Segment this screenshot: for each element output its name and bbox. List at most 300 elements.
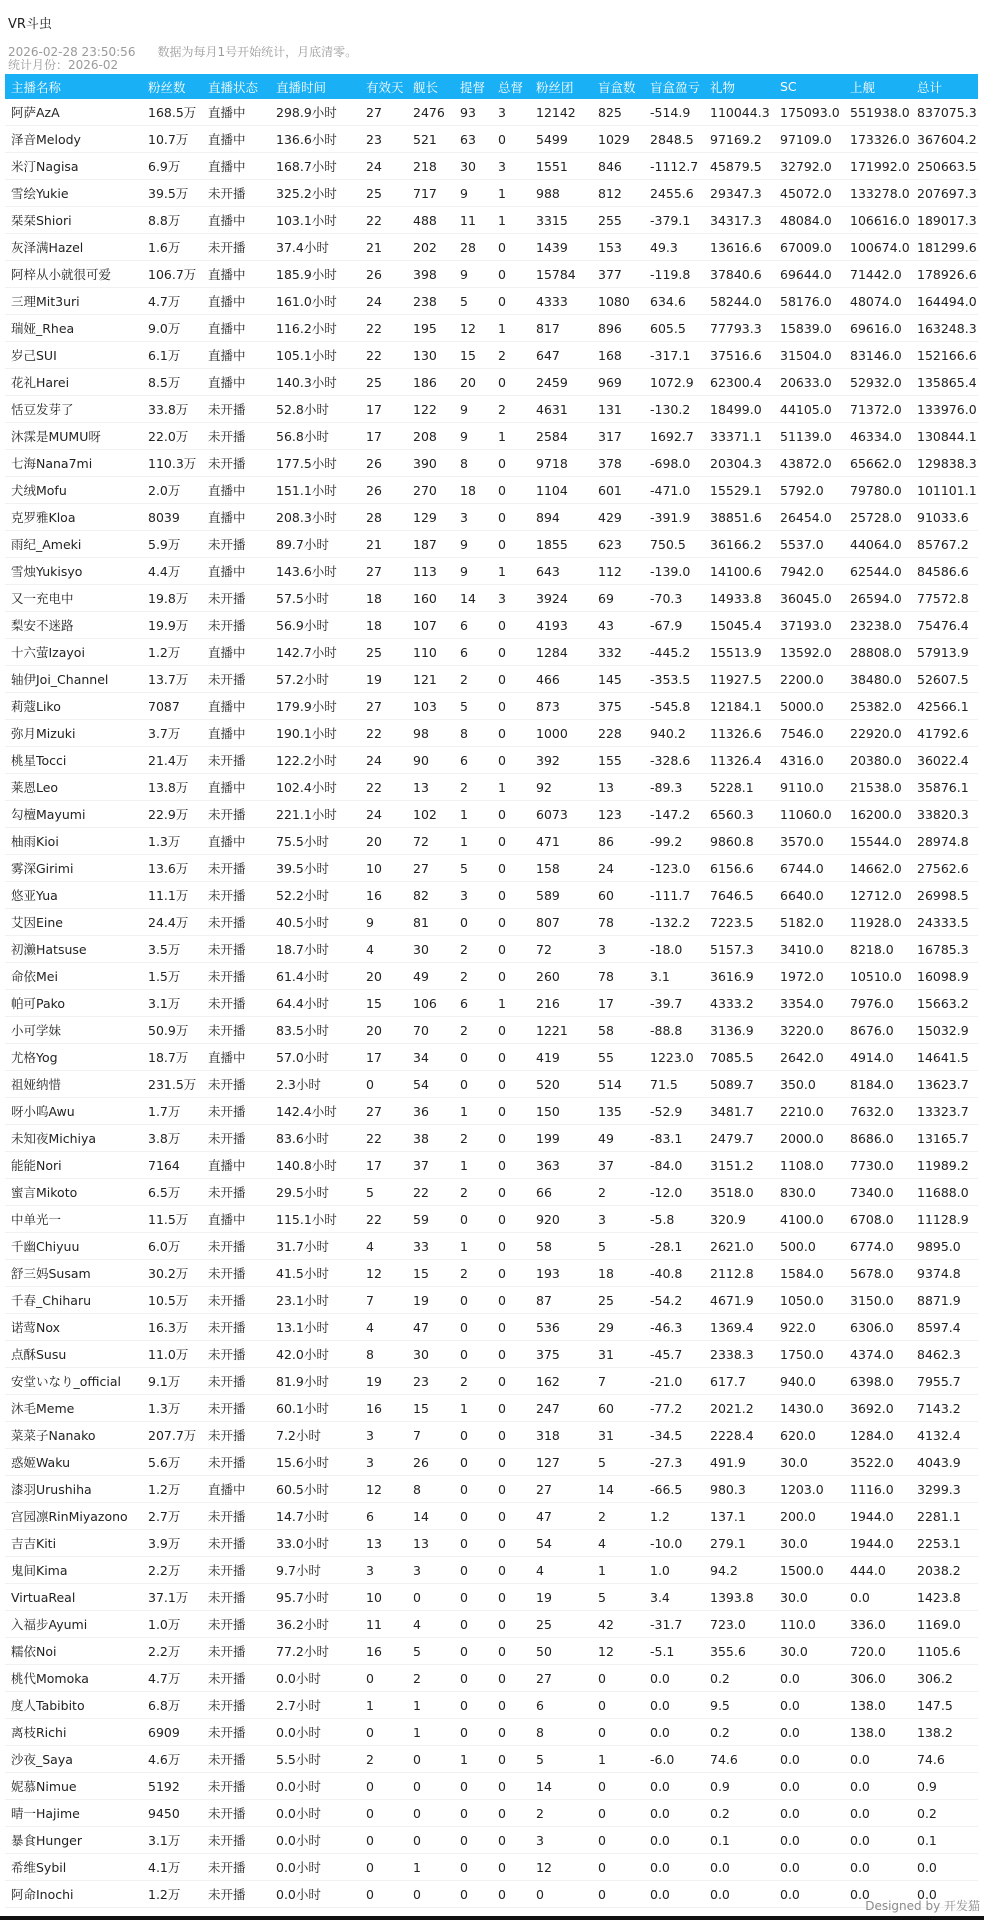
table-cell: 3 bbox=[360, 1422, 407, 1449]
table-cell: 107 bbox=[407, 612, 454, 639]
table-cell: 105.1小时 bbox=[270, 342, 360, 369]
table-cell: 13592.0 bbox=[774, 639, 844, 666]
column-header[interactable]: 主播名称 bbox=[5, 74, 142, 99]
table-row bbox=[5, 936, 978, 963]
table-cell: 0 bbox=[454, 1314, 492, 1341]
table-cell: 47 bbox=[530, 1503, 592, 1530]
table-cell: 1551 bbox=[530, 153, 592, 180]
table-cell: 0 bbox=[492, 639, 530, 666]
table-cell: 4631 bbox=[530, 396, 592, 423]
live-status-cell: 未开播 bbox=[202, 909, 270, 936]
table-cell: 9 bbox=[454, 423, 492, 450]
table-cell: 0 bbox=[454, 909, 492, 936]
column-header[interactable]: 总督 bbox=[492, 74, 530, 99]
table-cell: 2.2万 bbox=[142, 1638, 202, 1665]
table-cell: 5 bbox=[454, 855, 492, 882]
table-cell: 19 bbox=[530, 1584, 592, 1611]
table-row bbox=[5, 153, 978, 180]
table-cell: 6640.0 bbox=[774, 882, 844, 909]
table-cell: 332 bbox=[592, 639, 644, 666]
table-cell: 0 bbox=[492, 1422, 530, 1449]
table-cell: 306.0 bbox=[844, 1665, 911, 1692]
table-cell: 0 bbox=[492, 1368, 530, 1395]
table-cell: 1 bbox=[492, 315, 530, 342]
table-cell: 2.7万 bbox=[142, 1503, 202, 1530]
table-row bbox=[5, 1800, 978, 1827]
table-cell: 0.0 bbox=[644, 1773, 704, 1800]
table-row bbox=[5, 1179, 978, 1206]
table-cell: 6 bbox=[454, 747, 492, 774]
table-cell: 8 bbox=[360, 1341, 407, 1368]
table-cell: 14 bbox=[454, 585, 492, 612]
table-cell: 0 bbox=[454, 1341, 492, 1368]
table-cell: 11 bbox=[360, 1611, 407, 1638]
table-cell: 11989.2 bbox=[911, 1152, 978, 1179]
table-cell: 27 bbox=[360, 558, 407, 585]
table-cell: 22 bbox=[407, 1179, 454, 1206]
table-cell: 279.1 bbox=[704, 1530, 774, 1557]
table-cell: 9 bbox=[360, 909, 407, 936]
table-cell: 0.0 bbox=[644, 1719, 704, 1746]
table-cell: 5192 bbox=[142, 1773, 202, 1800]
table-cell: -130.2 bbox=[644, 396, 704, 423]
table-cell: -45.7 bbox=[644, 1341, 704, 1368]
table-cell: 89.7小时 bbox=[270, 531, 360, 558]
table-cell: 186 bbox=[407, 369, 454, 396]
table-cell: 6306.0 bbox=[844, 1314, 911, 1341]
table-cell: 37840.6 bbox=[704, 261, 774, 288]
table-cell: 41.5小时 bbox=[270, 1260, 360, 1287]
table-cell: 0.0 bbox=[774, 1665, 844, 1692]
live-status-cell: 未开播 bbox=[202, 1854, 270, 1881]
table-cell: 142.7小时 bbox=[270, 639, 360, 666]
table-cell: 0 bbox=[492, 1800, 530, 1827]
table-cell: 15032.9 bbox=[911, 1017, 978, 1044]
table-cell: 71442.0 bbox=[844, 261, 911, 288]
table-cell: 1584.0 bbox=[774, 1260, 844, 1287]
table-cell: 367604.2 bbox=[911, 126, 978, 153]
table-cell: 270 bbox=[407, 477, 454, 504]
table-cell: 0 bbox=[454, 1611, 492, 1638]
table-cell: 122.2小时 bbox=[270, 747, 360, 774]
table-cell: 4100.0 bbox=[774, 1206, 844, 1233]
streamer-name-cell: 诺莺Nox bbox=[5, 1314, 142, 1341]
table-row bbox=[5, 1503, 978, 1530]
table-cell: 22 bbox=[360, 207, 407, 234]
table-cell: 133278.0 bbox=[844, 180, 911, 207]
table-cell: 14100.6 bbox=[704, 558, 774, 585]
table-cell: 58176.0 bbox=[774, 288, 844, 315]
table-row bbox=[5, 1260, 978, 1287]
table-cell: 2 bbox=[454, 1368, 492, 1395]
table-cell: 238 bbox=[407, 288, 454, 315]
table-cell: 1105.6 bbox=[911, 1638, 978, 1665]
table-cell: -5.1 bbox=[644, 1638, 704, 1665]
table-cell: 4193 bbox=[530, 612, 592, 639]
table-cell: 0 bbox=[492, 531, 530, 558]
table-cell: 5537.0 bbox=[774, 531, 844, 558]
table-cell: 27 bbox=[407, 855, 454, 882]
column-header[interactable]: 直播时间 bbox=[270, 74, 360, 99]
live-status-cell: 直播中 bbox=[202, 1044, 270, 1071]
table-cell: 90 bbox=[407, 747, 454, 774]
table-cell: 7.2小时 bbox=[270, 1422, 360, 1449]
table-cell: 13.7万 bbox=[142, 666, 202, 693]
table-cell: 0 bbox=[492, 1530, 530, 1557]
table-cell: 26998.5 bbox=[911, 882, 978, 909]
column-header[interactable]: 礼物 bbox=[704, 74, 774, 99]
table-cell: 605.5 bbox=[644, 315, 704, 342]
table-cell: 0 bbox=[592, 1827, 644, 1854]
table-cell: 0.9 bbox=[911, 1773, 978, 1800]
table-cell: 0 bbox=[492, 1314, 530, 1341]
live-status-cell: 直播中 bbox=[202, 828, 270, 855]
streamer-name-cell: 灰泽满Hazel bbox=[5, 234, 142, 261]
table-cell: 1104 bbox=[530, 477, 592, 504]
table-row bbox=[5, 585, 978, 612]
streamer-name-cell: 未知夜Michiya bbox=[5, 1125, 142, 1152]
table-cell: 12 bbox=[454, 315, 492, 342]
table-cell: 7632.0 bbox=[844, 1098, 911, 1125]
table-cell: 3 bbox=[454, 504, 492, 531]
live-status-cell: 直播中 bbox=[202, 477, 270, 504]
column-header[interactable]: 有效天 bbox=[360, 74, 407, 99]
table-cell: -445.2 bbox=[644, 639, 704, 666]
table-cell: 22920.0 bbox=[844, 720, 911, 747]
table-cell: 11326.6 bbox=[704, 720, 774, 747]
table-cell: -34.5 bbox=[644, 1422, 704, 1449]
table-row bbox=[5, 261, 978, 288]
table-cell: 13 bbox=[407, 1530, 454, 1557]
table-cell: 0 bbox=[492, 1206, 530, 1233]
table-cell: 54 bbox=[530, 1530, 592, 1557]
table-cell: 13616.6 bbox=[704, 234, 774, 261]
table-cell: 0 bbox=[492, 477, 530, 504]
bottom-bar bbox=[0, 1916, 984, 1920]
table-cell: 15 bbox=[407, 1260, 454, 1287]
table-cell: 228 bbox=[592, 720, 644, 747]
table-cell: 0 bbox=[492, 1827, 530, 1854]
table-cell: -27.3 bbox=[644, 1449, 704, 1476]
streamer-name-cell: 度人Tabibito bbox=[5, 1692, 142, 1719]
table-row bbox=[5, 423, 978, 450]
table-cell: 216 bbox=[530, 990, 592, 1017]
table-cell: 36166.2 bbox=[704, 531, 774, 558]
column-header[interactable]: 盲盒盈亏 bbox=[644, 74, 704, 99]
table-cell: 5 bbox=[592, 1233, 644, 1260]
table-cell: 11928.0 bbox=[844, 909, 911, 936]
table-cell: 113 bbox=[407, 558, 454, 585]
table-row bbox=[5, 882, 978, 909]
live-status-cell: 未开播 bbox=[202, 963, 270, 990]
table-cell: 62544.0 bbox=[844, 558, 911, 585]
table-cell: 0.0 bbox=[844, 1584, 911, 1611]
live-status-cell: 未开播 bbox=[202, 882, 270, 909]
table-cell: 5792.0 bbox=[774, 477, 844, 504]
table-cell: 7164 bbox=[142, 1152, 202, 1179]
streamer-name-cell: 栞栞Shiori bbox=[5, 207, 142, 234]
table-cell: 1 bbox=[454, 801, 492, 828]
table-cell: 97169.2 bbox=[704, 126, 774, 153]
streamer-name-cell: 糯依Noi bbox=[5, 1638, 142, 1665]
watermark: Designed by 开发猫 bbox=[865, 1899, 980, 1913]
table-cell: 2 bbox=[454, 774, 492, 801]
table-cell: 136.6小时 bbox=[270, 126, 360, 153]
live-status-cell: 未开播 bbox=[202, 234, 270, 261]
table-cell: 7143.2 bbox=[911, 1395, 978, 1422]
table-row bbox=[5, 963, 978, 990]
table-row bbox=[5, 207, 978, 234]
streamer-name-cell: 阿萨AzA bbox=[5, 99, 142, 126]
streamer-name-cell: 岁己SUI bbox=[5, 342, 142, 369]
table-cell: 0.0 bbox=[844, 1827, 911, 1854]
table-cell: 207.7万 bbox=[142, 1422, 202, 1449]
table-cell: 471 bbox=[530, 828, 592, 855]
table-cell: 0 bbox=[454, 1827, 492, 1854]
table-cell: 47 bbox=[407, 1314, 454, 1341]
table-cell: 60.1小时 bbox=[270, 1395, 360, 1422]
table-cell: 7 bbox=[407, 1422, 454, 1449]
table-cell: 11 bbox=[454, 207, 492, 234]
table-cell: 6 bbox=[454, 639, 492, 666]
table-cell: 0.0 bbox=[644, 1665, 704, 1692]
table-cell: -1112.7 bbox=[644, 153, 704, 180]
table-cell: 817 bbox=[530, 315, 592, 342]
table-cell: 0.0 bbox=[844, 1773, 911, 1800]
table-cell: 255 bbox=[592, 207, 644, 234]
table-cell: 2459 bbox=[530, 369, 592, 396]
table-cell: 23.1小时 bbox=[270, 1287, 360, 1314]
table-cell: 647 bbox=[530, 342, 592, 369]
table-cell: 1 bbox=[492, 990, 530, 1017]
table-cell: 43872.0 bbox=[774, 450, 844, 477]
table-cell: -353.5 bbox=[644, 666, 704, 693]
table-cell: 5 bbox=[407, 1638, 454, 1665]
table-cell: 3 bbox=[407, 1557, 454, 1584]
table-cell: 3136.9 bbox=[704, 1017, 774, 1044]
table-row bbox=[5, 1341, 978, 1368]
table-cell: 31 bbox=[592, 1341, 644, 1368]
table-cell: 57913.9 bbox=[911, 639, 978, 666]
table-cell: 0 bbox=[492, 450, 530, 477]
table-cell: 130844.1 bbox=[911, 423, 978, 450]
table-cell: 48074.0 bbox=[844, 288, 911, 315]
table-cell: 1 bbox=[592, 1746, 644, 1773]
streamer-name-cell: 入福步Ayumi bbox=[5, 1611, 142, 1638]
table-cell: 86 bbox=[592, 828, 644, 855]
table-cell: 155 bbox=[592, 747, 644, 774]
table-cell: 39.5小时 bbox=[270, 855, 360, 882]
table-cell: 1.0 bbox=[644, 1557, 704, 1584]
table-cell: 41792.6 bbox=[911, 720, 978, 747]
live-status-cell: 直播中 bbox=[202, 558, 270, 585]
table-cell: 129838.3 bbox=[911, 450, 978, 477]
table-cell: 1393.8 bbox=[704, 1584, 774, 1611]
table-cell: 8 bbox=[454, 450, 492, 477]
table-cell: 20 bbox=[454, 369, 492, 396]
table-cell: 5 bbox=[530, 1746, 592, 1773]
table-cell: 0.0小时 bbox=[270, 1665, 360, 1692]
table-cell: 0.0 bbox=[911, 1854, 978, 1881]
streamer-name-cell: 梨安不迷路 bbox=[5, 612, 142, 639]
table-cell: 0 bbox=[592, 1719, 644, 1746]
table-cell: 3 bbox=[360, 1557, 407, 1584]
column-header[interactable]: 提督 bbox=[454, 74, 492, 99]
table-cell: 1423.8 bbox=[911, 1584, 978, 1611]
table-cell: 22.0万 bbox=[142, 423, 202, 450]
table-cell: 32792.0 bbox=[774, 153, 844, 180]
table-cell: 95.7小时 bbox=[270, 1584, 360, 1611]
table-cell: 5.9万 bbox=[142, 531, 202, 558]
table-cell: 202 bbox=[407, 234, 454, 261]
table-cell: 0 bbox=[454, 1530, 492, 1557]
table-row bbox=[5, 1827, 978, 1854]
table-cell: 42 bbox=[592, 1611, 644, 1638]
table-cell: 2455.6 bbox=[644, 180, 704, 207]
column-header[interactable]: SC bbox=[774, 74, 844, 99]
ranking-table bbox=[5, 74, 978, 1908]
table-cell: 5 bbox=[592, 1449, 644, 1476]
table-cell: 31.7小时 bbox=[270, 1233, 360, 1260]
table-cell: 2038.2 bbox=[911, 1557, 978, 1584]
table-cell: 429 bbox=[592, 504, 644, 531]
table-row bbox=[5, 1584, 978, 1611]
table-cell: 375 bbox=[530, 1341, 592, 1368]
table-cell: 306.2 bbox=[911, 1665, 978, 1692]
table-cell: 33.8万 bbox=[142, 396, 202, 423]
table-cell: 131 bbox=[592, 396, 644, 423]
live-status-cell: 未开播 bbox=[202, 1071, 270, 1098]
table-cell: 52.8小时 bbox=[270, 396, 360, 423]
table-cell: 0 bbox=[492, 612, 530, 639]
live-status-cell: 未开播 bbox=[202, 990, 270, 1017]
table-cell: 150 bbox=[530, 1098, 592, 1125]
table-cell: -54.2 bbox=[644, 1287, 704, 1314]
table-cell: 0.9 bbox=[704, 1773, 774, 1800]
live-status-cell: 未开播 bbox=[202, 423, 270, 450]
table-cell: 54 bbox=[407, 1071, 454, 1098]
column-header[interactable]: 盲盒数 bbox=[592, 74, 644, 99]
table-cell: 1050.0 bbox=[774, 1287, 844, 1314]
table-cell: 634.6 bbox=[644, 288, 704, 315]
table-cell: 0 bbox=[592, 1881, 644, 1908]
table-cell: 0 bbox=[592, 1773, 644, 1800]
table-cell: 4333 bbox=[530, 288, 592, 315]
table-cell: 1284.0 bbox=[844, 1422, 911, 1449]
table-cell: 31 bbox=[592, 1422, 644, 1449]
table-row bbox=[5, 1071, 978, 1098]
table-cell: -119.8 bbox=[644, 261, 704, 288]
table-cell: 30.0 bbox=[774, 1530, 844, 1557]
table-cell: 1072.9 bbox=[644, 369, 704, 396]
table-cell: 2.0万 bbox=[142, 477, 202, 504]
table-cell: 13.1小时 bbox=[270, 1314, 360, 1341]
table-cell: 0 bbox=[492, 1746, 530, 1773]
table-cell: 14 bbox=[407, 1503, 454, 1530]
column-header[interactable]: 粉丝数 bbox=[142, 74, 202, 99]
column-header[interactable]: 总计 bbox=[911, 74, 978, 99]
table-cell: 1 bbox=[454, 1152, 492, 1179]
table-cell: 7942.0 bbox=[774, 558, 844, 585]
table-cell: 10.5万 bbox=[142, 1287, 202, 1314]
live-status-cell: 未开播 bbox=[202, 1422, 270, 1449]
streamer-name-cell: 尤格Yog bbox=[5, 1044, 142, 1071]
table-cell: 39.5万 bbox=[142, 180, 202, 207]
table-cell: 0 bbox=[454, 1854, 492, 1881]
table-cell: 22 bbox=[360, 342, 407, 369]
table-cell: 5.5小时 bbox=[270, 1746, 360, 1773]
table-cell: 208 bbox=[407, 423, 454, 450]
table-cell: 837075.3 bbox=[911, 99, 978, 126]
table-cell: 14662.0 bbox=[844, 855, 911, 882]
table-cell: 0 bbox=[407, 1584, 454, 1611]
table-cell: 28 bbox=[454, 234, 492, 261]
table-cell: 164494.0 bbox=[911, 288, 978, 315]
live-status-cell: 未开播 bbox=[202, 801, 270, 828]
table-cell: -514.9 bbox=[644, 99, 704, 126]
column-header[interactable]: 直播状态 bbox=[202, 74, 270, 99]
table-cell: 0 bbox=[492, 1287, 530, 1314]
table-row bbox=[5, 315, 978, 342]
table-cell: 894 bbox=[530, 504, 592, 531]
table-cell: 0 bbox=[492, 1476, 530, 1503]
column-header[interactable]: 上舰 bbox=[844, 74, 911, 99]
table-cell: 8686.0 bbox=[844, 1125, 911, 1152]
table-cell: 1.2万 bbox=[142, 1881, 202, 1908]
table-cell: 13323.7 bbox=[911, 1098, 978, 1125]
table-cell: 17 bbox=[360, 396, 407, 423]
table-cell: 24.4万 bbox=[142, 909, 202, 936]
table-cell: 171992.0 bbox=[844, 153, 911, 180]
table-cell: 57.5小时 bbox=[270, 585, 360, 612]
table-row bbox=[5, 477, 978, 504]
table-cell: 0 bbox=[454, 1773, 492, 1800]
live-status-cell: 未开播 bbox=[202, 1341, 270, 1368]
column-header[interactable]: 粉丝团 bbox=[530, 74, 592, 99]
live-status-cell: 直播中 bbox=[202, 1476, 270, 1503]
table-cell: 4671.9 bbox=[704, 1287, 774, 1314]
table-cell: 6909 bbox=[142, 1719, 202, 1746]
table-cell: 3410.0 bbox=[774, 936, 844, 963]
table-cell: 34 bbox=[407, 1044, 454, 1071]
live-status-cell: 未开播 bbox=[202, 1665, 270, 1692]
table-cell: 620.0 bbox=[774, 1422, 844, 1449]
live-status-cell: 未开播 bbox=[202, 1827, 270, 1854]
table-cell: 1.6万 bbox=[142, 234, 202, 261]
table-cell: 101101.1 bbox=[911, 477, 978, 504]
table-cell: 2 bbox=[492, 342, 530, 369]
table-cell: 3.1万 bbox=[142, 990, 202, 1017]
table-cell: 193 bbox=[530, 1260, 592, 1287]
streamer-name-cell: 中单光一 bbox=[5, 1206, 142, 1233]
table-cell: 25 bbox=[530, 1611, 592, 1638]
table-cell: 0.1 bbox=[704, 1827, 774, 1854]
table-cell: 45072.0 bbox=[774, 180, 844, 207]
table-cell: 1.7万 bbox=[142, 1098, 202, 1125]
table-cell: 112 bbox=[592, 558, 644, 585]
column-header[interactable]: 舰长 bbox=[407, 74, 454, 99]
table-cell: 5 bbox=[454, 288, 492, 315]
table-cell: 4 bbox=[530, 1557, 592, 1584]
table-cell: -111.7 bbox=[644, 882, 704, 909]
table-cell: 247 bbox=[530, 1395, 592, 1422]
live-status-cell: 未开播 bbox=[202, 1557, 270, 1584]
table-cell: 36045.0 bbox=[774, 585, 844, 612]
table-cell: 1.2万 bbox=[142, 1476, 202, 1503]
streamer-name-cell: 阿命Inochi bbox=[5, 1881, 142, 1908]
reset-note: 数据为每月1号开始统计，月底清零。 bbox=[157, 45, 358, 59]
table-cell: 0 bbox=[492, 504, 530, 531]
